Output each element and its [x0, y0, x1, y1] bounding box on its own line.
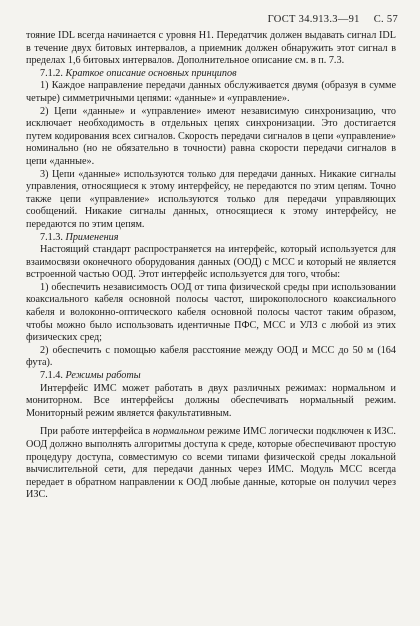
paragraph: 1) Каждое направление передачи данных обслуживается двумя (образуя в сумме четыре) симметричными цепями: «данные» и «управление».: [26, 80, 396, 104]
paragraph: 2) обеспечить с помощью кабеля расстояние между ООД и МСС до 50 м (164 фута).: [26, 344, 396, 369]
paragraph: При работе интерфейса в нормальном режиме ИМС логически подключен к ИЗС. ООД должно выполнять алгоритмы доступа к среде, которые обеспечивают простую процедуру доступа, совместимую со всеми типами физической среды локальной вычислительной сети, для передачи данных через ИМС. Модуль МСС всегда передает в обратном направлении к ООД любые данные, которые он получил через ИЗС.: [26, 426, 396, 501]
document-body: [26, 30, 396, 502]
section-title: Краткое описание основных принципов: [65, 67, 237, 79]
section-heading: [26, 232, 396, 245]
section-number: 7.1.3.: [40, 231, 63, 243]
section-title: Применения: [65, 231, 119, 243]
paragraph: 1) обеспечить независимость ООД от типа физической среды при использовании коаксиального кабеля основной полосы частот, широкополосного коаксиального кабеля и волоконно-оптического кабеля основной полосы частот таким образом, чтобы можно было использовать идентичные ПФС, МСС и УЛЗ с любой из этих физических сред;: [26, 281, 396, 344]
paragraph: 3) Цепи «данные» используются только для передачи данных. Никакие сигналы управления, относящиеся к этому интерфейсу, не передаются по этим цепям. Точно также цепи «управление» используются только для передачи управляющих сообщений. Никакие сигналы данных, относящиеся к этому интерфейсу, не передаются по этим цепям.: [26, 168, 396, 230]
page-number: С. 57: [373, 14, 398, 25]
paragraph: тояние IDL всегда начинается с уровня H1. Передатчик должен выдавать сигнал IDL в течение двух битовых интервалов, а приемник должен обнаружить этот сигнал в пределах 1,6 битовых интервалов. Дополнительное описание см. в п. 7.3.: [26, 30, 396, 67]
section-title: Режимы работы: [65, 370, 141, 382]
section-number: 7.1.4.: [40, 370, 63, 382]
section-heading: [26, 370, 396, 383]
standard-number: ГОСТ 34.913.3—91: [267, 14, 360, 25]
page-header: [268, 14, 398, 25]
emphasis-normal: нормальном: [152, 426, 205, 438]
section-heading: [26, 68, 396, 81]
paragraph: 2) Цепи «данные» и «управление» имеют независимую синхронизацию, что исключает необходимость в отдельных цепях синхронизации. Это достигается путем кодирования всех сигналов. Скорость передачи сигналов в цепи «управление» номинально (но не обязательно в точности) равна скорости передачи сигналов в цепи «данные».: [26, 105, 396, 167]
section-number: 7.1.2.: [40, 67, 63, 79]
paragraph: Интерфейс ИМС может работать в двух различных режимах: нормальном и мониторном. Все интерфейсы должны обеспечивать нормальный режим. Мониторный режим является факультативным.: [26, 382, 396, 419]
paragraph: Настоящий стандарт распространяется на интерфейс, который используется для взаимосвязи оконечного оборудования данных (ООД) с МСС и который не является встроенной частью ООД. Этот интерфейс используется для того, чтобы:: [26, 244, 396, 281]
